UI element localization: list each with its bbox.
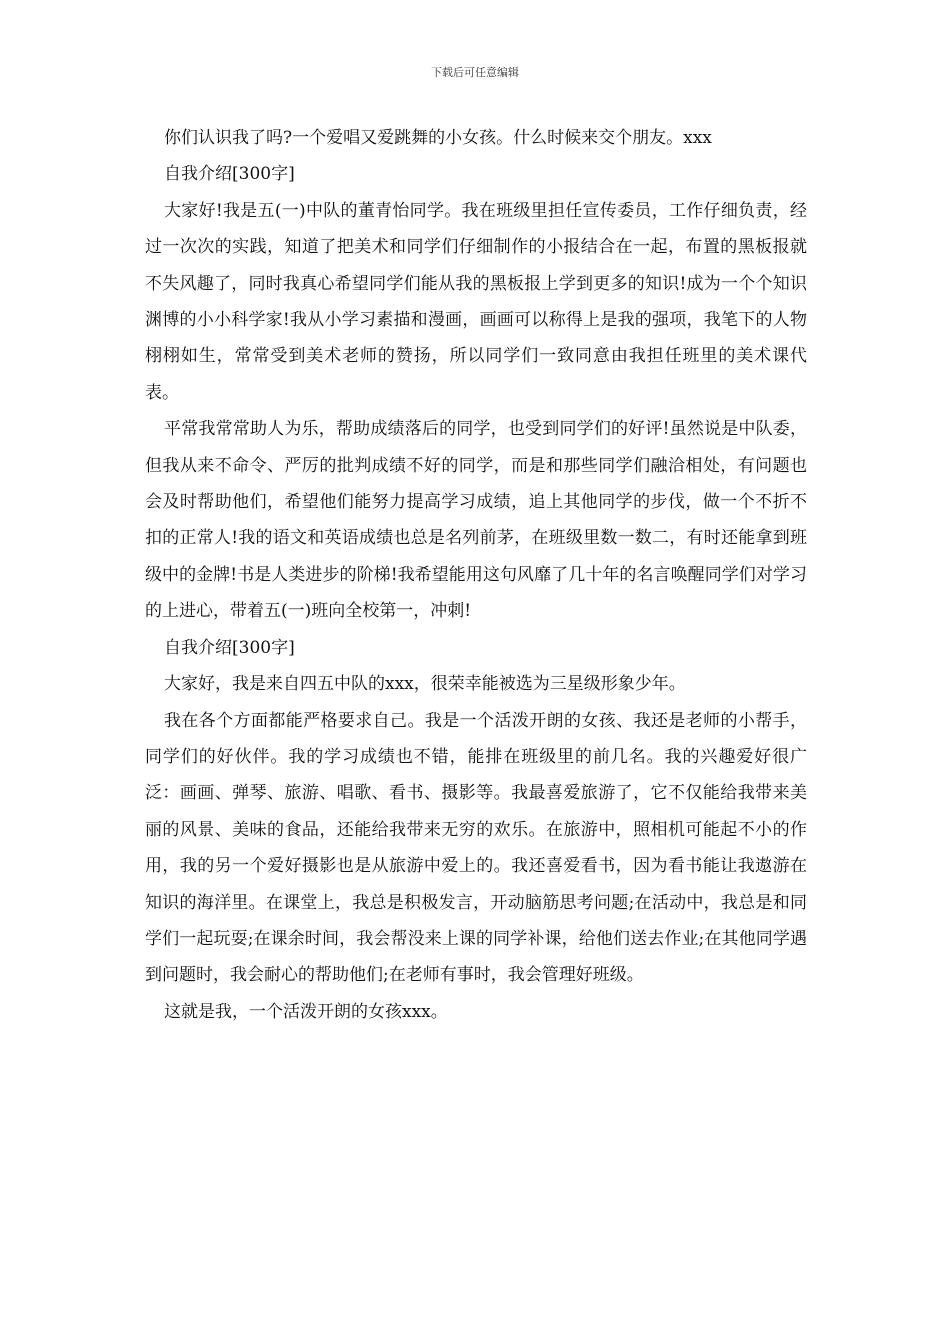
- paragraph-closing: 这就是我，一个活泼开朗的女孩xxx。: [164, 1001, 448, 1022]
- paragraph-hobbies: 我在各个方面都能严格要求自己。我是一个活泼开朗的女孩、我还是老师的小帮手，同学们的好伙伴。我的学习成绩也不错，能排在班级里的前几名。我的兴趣爱好很广泛：画画、弹琴、旅游、唱歌、看书、摄影等。我最喜爱旅游了，它不仅能给我带来美丽的风景、美味的食品，还能给我带来无穷的欢乐。在旅游中，照相机可能起不小的作用，我的另一个爱好摄影也是从旅游中爱上的。我还喜爱看书，因为看书能让我遨游在知识的海洋里。在课堂上，我总是积极发言，开动脑筋思考问题;在活动中，我总是和同学们一起玩耍;在课余时间，我会帮没来上课的同学补课，给他们送去作业;在其他同学遇到问题时，我会耐心的帮助他们;在老师有事时，我会管理好班级。: [145, 710, 807, 986]
- paragraph-propaganda-member: 大家好!我是五(一)中队的董青怡同学。我在班级里担任宣传委员，工作仔细负责，经过一次次的实践，知道了把美术和同学们仔细制作的小报结合在一起，布置的黑板报就不失风趣了，同时我真心希望同学们能从我的黑板报上学到更多的知识!成为一个个知识渊博的小小科学家!我从小学习素描和漫画，画画可以称得上是我的强项，我笔下的人物栩栩如生，常常受到美术老师的赞扬，所以同学们一致同意由我担任班里的美术课代表。: [145, 200, 807, 403]
- paragraph-intro-line: 你们认识我了吗?一个爱唱又爱跳舞的小女孩。什么时候来交个朋友。xxx: [164, 128, 712, 148]
- paragraph-greeting: 大家好，我是来自四五中队的xxx，很荣幸能被选为三星级形象少年。: [164, 674, 686, 695]
- paragraph-helping-classmates: 平常我常常助人为乐，帮助成绩落后的同学，也受到同学们的好评!虽然说是中队委，但我从来不命令、严厉的批判成绩不好的同学，而是和那些同学们融洽相处，有问题也会及时帮助他们，希望他们能努力提高学习成绩，追上其他同学的步伐，做一个不折不扣的正常人!我的语文和英语成绩也总是名列前茅，在班级里数一数二，有时还能拿到班级中的金牌!书是人类进步的阶梯!我希望能用这句风靡了几十年的名言唤醒同学们对学习的上进心，带着五(一)班向全校第一，冲刺!: [145, 419, 807, 622]
- section-heading-2: 自我介绍[300字]: [164, 637, 295, 658]
- section-heading-1: 自我介绍[300字]: [164, 164, 295, 185]
- document-body: [145, 120, 807, 1030]
- page-header: 下载后可任意编辑: [431, 66, 519, 79]
